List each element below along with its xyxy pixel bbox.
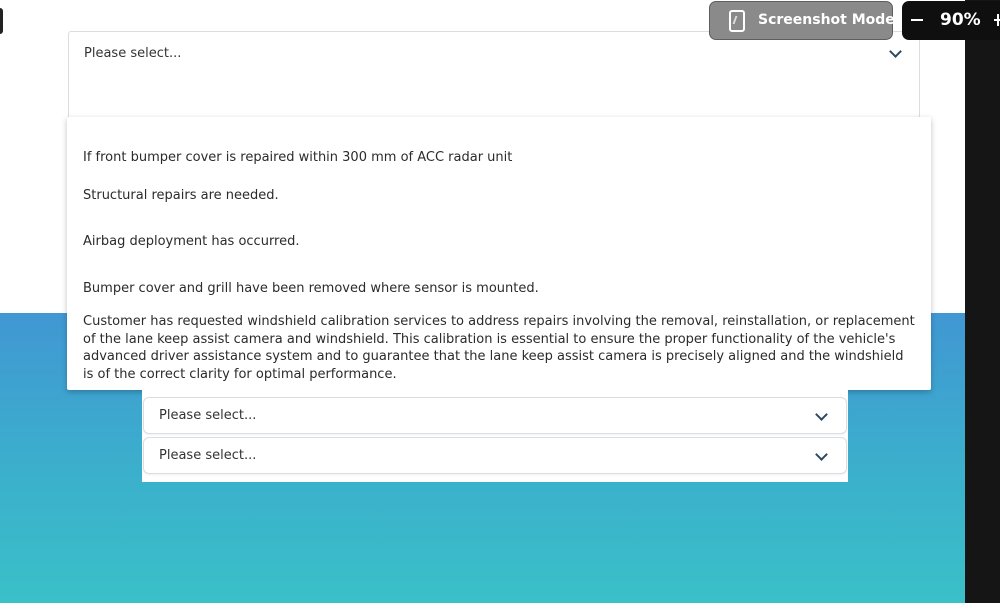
chevron-down-icon[interactable] <box>815 408 828 421</box>
left-edge-tab <box>0 8 3 34</box>
menu-option-bumper-grill-removed[interactable]: Bumper cover and grill have been removed where sensor is mounted. <box>83 281 539 296</box>
plus-icon-vertical[interactable] <box>997 14 999 26</box>
right-edge-strip <box>965 0 1000 603</box>
screenshot-mode-label: Screenshot Mode <box>758 12 895 28</box>
chevron-down-icon[interactable] <box>815 448 828 461</box>
zoom-control <box>902 1 1000 40</box>
primary-select-placeholder: Please select... <box>84 46 182 61</box>
phone-icon <box>729 10 745 32</box>
dropdown-menu <box>67 117 931 390</box>
secondary-select-1-placeholder: Please select... <box>159 408 257 423</box>
primary-select[interactable] <box>68 31 920 123</box>
zoom-level: 90% <box>940 10 981 30</box>
menu-option-acc-radar[interactable]: If front bumper cover is repaired within 300 mm of ACC radar unit <box>83 150 513 165</box>
secondary-select-1[interactable] <box>143 397 847 434</box>
menu-option-windshield-calibration[interactable]: Customer has requested windshield calibration services to address repairs involving the removal, reinstallation, or replacement of the lane keep assist camera and windshield. This calibration is essential to ensure the proper functionality of the vehicle's advanced driver assistance system and to guarantee that the lane keep assist camera is precisely aligned and the windshield is of the correct clarity for optimal performance. <box>83 314 915 382</box>
menu-option-airbag-deployment[interactable]: Airbag deployment has occurred. <box>83 234 300 249</box>
secondary-select-2[interactable] <box>143 437 847 474</box>
secondary-select-2-placeholder: Please select... <box>159 448 257 463</box>
minus-icon[interactable] <box>911 19 923 21</box>
chevron-down-icon[interactable] <box>889 45 902 58</box>
menu-option-structural-repairs[interactable]: Structural repairs are needed. <box>83 188 279 203</box>
screenshot-mode-button[interactable] <box>709 1 893 40</box>
